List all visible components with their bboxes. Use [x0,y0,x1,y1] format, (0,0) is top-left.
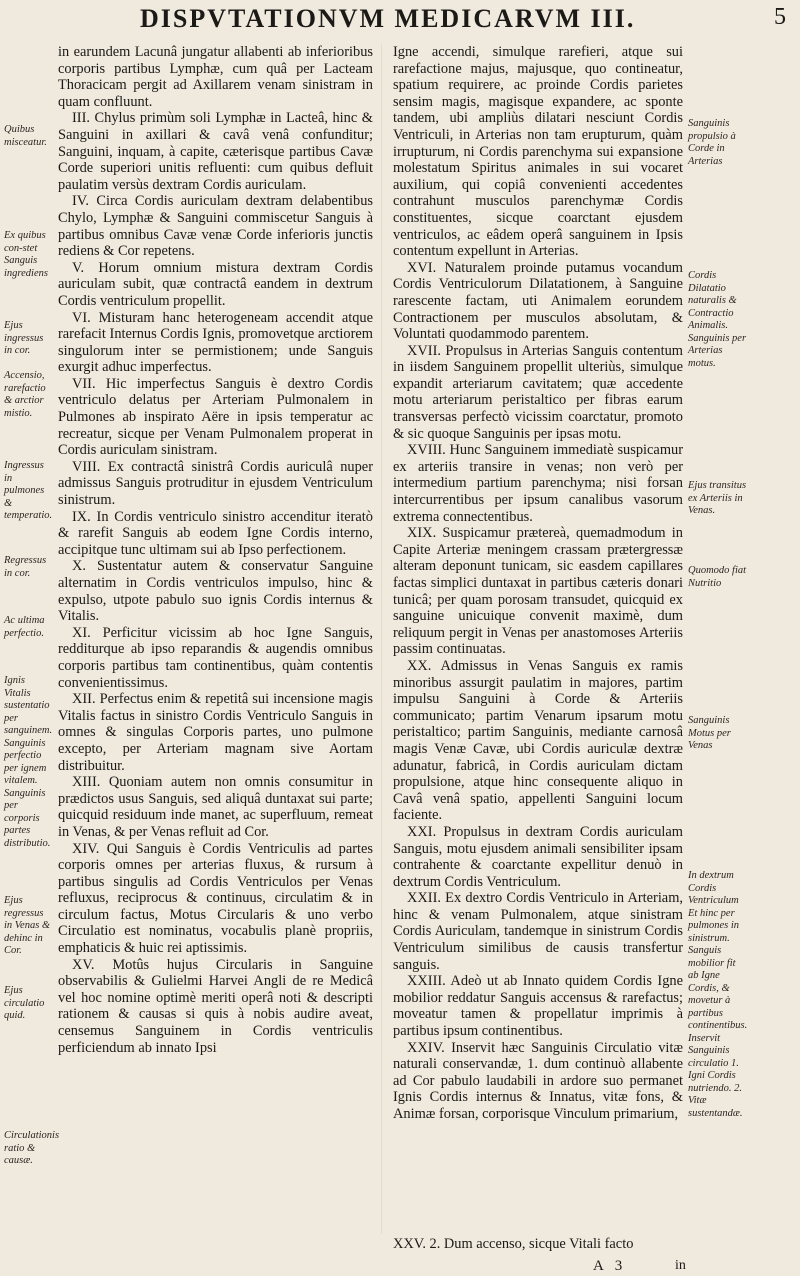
margin-note: Ejus circulatio quid. [4,985,45,1021]
catchword: in [675,1258,686,1273]
margin-note: Sanguinis propulsio à Corde in Arterias [688,118,736,167]
margin-note: Quibus misceatur. [4,124,47,148]
paragraph: IX. In Cordis ventriculo sinistro accenditur iteratò & rarefit Sanguis ab eodem Igne Cordis interno, accipitque tunc ultimam sui ab Ipso perfectionem. [58,508,373,558]
margin-note: Ejus transitus ex Arteriis in Venas. [688,480,747,516]
running-title: DISPVTATIONVM MEDICARVM III. [140,4,636,33]
last-line: XXV. 2. Dum accenso, sicque Vitali facto [393,1236,634,1252]
margin-note: Cordis Dilatatio naturalis & Contractio Animalis. Sanguinis per Arterias motus. [688,270,747,369]
margin-note: Quomodo fiat Nutritio [688,565,747,589]
paragraph: IV. Circa Cordis auriculam dextram delabentibus Chylo, Lymphæ & Sanguini commiscetur Sanguis à partibus omnibus Cavæ venæ Corde inferioris junctis rediens & Cor repetens. [58,193,373,260]
paragraph: XVIII. Hunc Sanguinem immediatè suspicamur ex arteriis transire in venas; non verò per intermedium partium parenchyma; nisi forsan intercurrentibus per ipsum canalibus vasorum extrema connectentibus. [393,442,683,525]
margin-note: Ejus regressus in Venas & dehinc in Cor. [4,895,51,956]
margin-note: Ignis Vitalis sustentatio per sanguinem. Sanguinis perfectio per ignem vitalem. Sanguinis per corporis partes distributio. [4,675,53,849]
column-gutter [381,44,382,1234]
paragraph: XXI. Propulsus in dextram Cordis auriculam Sanguis, motu ejusdem animali sensibiliter ipsam contrahente & coarctante expellitur denuò in dextrum Cordis Ventriculum. [393,823,683,890]
margin-note: Circulationis ratio & causæ. [4,1130,60,1166]
margin-note: Accensio, rarefactio & arctior mistio. [4,370,46,419]
paragraph: XVII. Propulsus in Arterias Sanguis contentum in iisdem Sanguinem propellit ulteriùs, simulque expandit arteriarum cavitatem; quæ accedente motu arteriarum peristaltico per fibras earum transversas perfectò vicissim coarctatur, promoto & sic quoque Sanguinis per ipsas motu. [393,342,683,442]
page-footer [393,1236,693,1276]
margin-note: In dextrum Cordis Ventriculum Et hinc per pulmones in sinistrum. Sanguis mobilior fit ab Igne Cordis, & movetur à partibus continentibus. Inservit Sanguinis circulatio 1. Igni Cordis nutriendo. 2. Vitæ sustentandæ. [688,870,748,1119]
paragraph: X. Sustentatur autem & conservatur Sanguine alternatim in Cordis ventriculos impulso, hinc & expulso, utpote pabulo suo ignis Cordis internus & Vitalis. [58,558,373,625]
paragraph: VI. Misturam hanc heterogeneam accendit atque rarefacit Internus Cordis Ignis, promovetque arctiorem singulorum inter se permistionem; unde Sanguis exurgit adhuc imperfectus. [58,309,373,376]
paragraph: XXIII. Adeò ut ab Innato quidem Cordis Igne mobilior reddatur Sanguis accensus & rarefactus; moveatur tamen & propellatur imprimis à partibus ipsum continentibus. [393,973,683,1040]
paragraph: XVI. Naturalem proinde putamus vocandum Cordis Ventriculorum Dilatationem, à Sanguine rarescente factam, uti Animalem eorundem Contractionem per musculos absolutam, & Voluntati quodammodo parentem. [393,259,683,343]
margin-note: Regressus in cor. [4,555,47,579]
paragraph: XXIV. Inservit hæc Sanguinis Circulatio vitæ naturali conservandæ, 1. dum continuò allabente ad Cor pabulo laudabili in ardore suo permanet Ignis Cordis internus & Innatus, vitæ fons, & Animæ forsan, corporisque Vinculum primarium, [393,1039,683,1122]
text-column-right [393,44,683,1123]
paragraph: Igne accendi, simulque rarefieri, atque sui rarefactione majus, majusque, quo contineatur, spatium requirere, ac proinde Cordis parietes sensim magis, magisque expandere, ac sponte tandem, ubi ampliùs dilatari nesciunt Cordis Ventriculi, in Arterias non tam erupturum, quàm irrupturum, ni Cordis parenchyma sui expansione molestatum Spiritus animales in sui vocaret auxilium, qui copiâ convenienti accedentes contrahunt musculos parenchymæ Cordis constituentes, sicque coarctant ejusdem ventriculos, ac eâdem operâ sanguinem in Ipsis contentum expellunt in Arterias. [393,44,683,260]
margin-note: Ex quibus con-stet Sanguis ingrediens [4,230,48,279]
paragraph: XII. Perfectus enim & repetitâ sui incensione magis Vitalis factus in sinistro Cordis Ventriculo Sanguis in omnes & singulas Corporis partes, uno pulmone excepto, per Arteriam magnam sive Aortam distribuitur. [58,691,373,774]
margin-note: Ejus ingressus in cor. [4,320,44,356]
paragraph: XIX. Suspicamur prætereà, quemadmodum in Capite Arteriæ meningem crassam prætergressæ alteram deponunt tunicam, sic easdem capillares factas simplici duntaxat in partibus cæteris donari tunicâ; per quam porosam transudet, quicquid ex sanguine unicuique convenit maximè, dum reliquum pergit in Venas per anastomoses Arteriis passim continuatas. [393,525,683,658]
paragraph: in earundem Lacunâ jungatur allabenti ab inferioribus corporis partibus Lymphæ, cum quâ per Lacteam Thoracicam pergit ad Axillarem venam sinistram in quam confluunt. [58,44,373,110]
running-header [140,4,790,44]
text-column-left [58,44,373,1056]
margin-note: Ingressus in pulmones & temperatio. [4,460,53,521]
paragraph: XIII. Quoniam autem non omnis consumitur in prædictos usus Sanguis, sed aliquâ duntaxat sui parte; quicquid residuum inde manet, ac superfluum, remeat in Venas, & per Venas refluit ad Cor. [58,774,373,840]
margin-note: Sanguinis Motus per Venas [688,715,731,751]
paragraph: XI. Perficitur vicissim ab hoc Igne Sanguis, redditurque ab ipso reparandis & augendis omnibus corporis partibus tam continentibus, quàm contentis convenientissimus. [58,624,373,691]
paragraph: VIII. Ex contractâ sinistrâ Cordis auriculâ nuper admissus Sanguis protruditur in ejusdem Ventriculum sinistrum. [58,458,373,509]
signature-mark: A 3 [593,1258,627,1274]
paragraph: XIV. Qui Sanguis è Cordis Ventriculis ad partes corporis omnes per arterias fluxus, & rursum à partibus singulis ad Cordis Ventriculos per Venas refluxus, reciprocus & continuus, circulatim & in circulum factus, Motus Circularis & uno verbo Circulatio est nominatus, vocabulis planè propriis, emphaticis & huic rei aptissimis. [58,840,373,957]
paragraph: VII. Hic imperfectus Sanguis è dextro Cordis ventriculo delatus per Arteriam Pulmonalem in Pulmones ab inspirato Aëre in ipsis temperatur ac recreatur, sicque per Venam Pulmonalem properat in Cordis auriculam sinistram. [58,375,373,459]
paragraph: V. Horum omnium mistura dextram Cordis auriculam subit, quæ contractâ eandem in dextrum Cordis ventriculum propellit. [58,259,373,309]
paragraph: XX. Admissus in Venas Sanguis ex ramis minoribus assurgit paulatim in majores, partim impulsu Sanguini à Corde & Arteriis communicato; partim Venarum ipsarum motu peristaltico; partim Sanguinis, mediante carnosâ magis Venæ Cavæ, ubi Cordis auriculæ dextræ adunatur, fabricâ, in Cordis auriculam dictam propulsione, atque hinc consequente aliquo in Cavâ venâ spatio, appellenti Sanguini locum faciente. [393,657,683,824]
margin-note: Ac ultima perfectio. [4,615,45,639]
paragraph: III. Chylus primùm soli Lymphæ in Lacteâ, hinc & Sanguini in axillari & cavâ venâ confunditur; Sanguini, inquam, à capite, cæterisque partibus Cavæ Corde superiori unitis refluenti: cum quibus defluit paulatim versùs dextram Cordis auriculam. [58,110,373,193]
page-number: 5 [774,4,786,30]
paragraph: XV. Motûs hujus Circularis in Sanguine observabilis & Gulielmi Harvei Angli de re Medicâ vel hoc nomine optimè meriti operâ noti & descripti rationem & causas si quis à nobis audire aveat, censemus Sanguinem in Cordis ventriculis perficiendum ab innato Ipsi [58,956,373,1056]
paragraph: XXII. Ex dextro Cordis Ventriculo in Arteriam, hinc & venam Pulmonalem, atque sinistram Cordis Auriculam, tandemque in sinistrum Cordis Ventriculum similibus de causis transfertur sanguis. [393,890,683,973]
